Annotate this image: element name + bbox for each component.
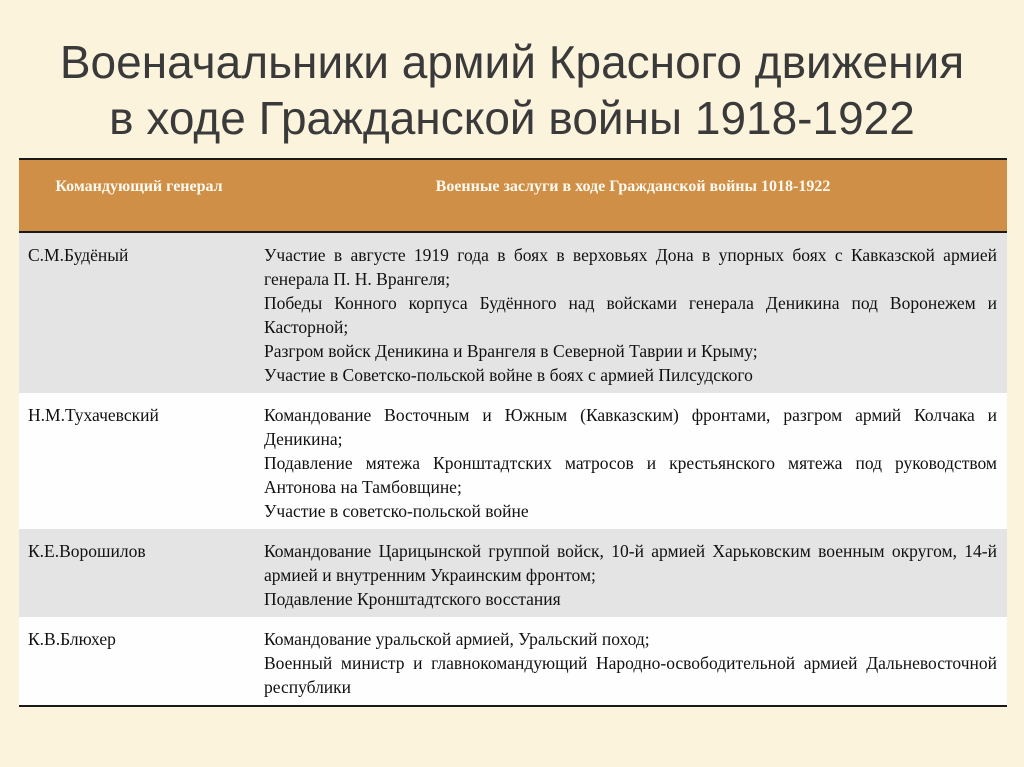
commander-name: Н.М.Тухачевский — [19, 393, 259, 529]
merit-item: Подавление мятежа Кронштадтских матросов и крестьянского мятежа под руководством Антонова на Тамбовщине; — [264, 453, 997, 497]
slide-title — [0, 34, 1024, 146]
commander-name: С.М.Будёный — [19, 232, 259, 393]
commander-merits — [259, 529, 1007, 617]
header-merits: Военные заслуги в ходе Гражданской войны 1018-1922 — [259, 159, 1007, 232]
merit-item: Победы Конного корпуса Будённого над войсками генерала Деникина под Воронежем и Касторной; — [264, 293, 997, 337]
merit-item: Командование Царицынской группой войск, 10-й армией Харьковским военным округом, 14-й армией и внутренним Украинским фронтом; — [264, 541, 997, 585]
merit-item: Участие в советско-польской войне — [264, 501, 529, 521]
table-row — [19, 529, 1007, 617]
table-header-row — [19, 159, 1007, 232]
table-row — [19, 617, 1007, 705]
table-row — [19, 232, 1007, 393]
commander-merits — [259, 393, 1007, 529]
commander-merits — [259, 617, 1007, 705]
header-commander: Командующий генерал — [19, 159, 259, 232]
merit-item: Подавление Кронштадтского восстания — [264, 589, 561, 609]
merit-item: Участие в августе 1919 года в боях в верховьях Дона в упорных боях с Кавказской армией генерала П. Н. Врангеля; — [264, 245, 997, 289]
merit-item: Разгром войск Деникина и Врангеля в Северной Таврии и Крыму; — [264, 341, 758, 361]
merit-item: Военный министр и главнокомандующий Народно-освободительной армией Дальневосточной республики — [264, 653, 997, 697]
merit-item: Участие в Советско-польской войне в боях с армией Пилсудского — [264, 365, 753, 385]
slide-title-line-1: Военачальники армий Красного движения — [59, 36, 965, 88]
slide-title-line-2: в ходе Гражданской войны 1918-1922 — [109, 92, 915, 144]
commander-name: К.В.Блюхер — [19, 617, 259, 705]
commanders-table — [19, 158, 1007, 707]
merit-item: Командование уральской армией, Уральский поход; — [264, 629, 650, 649]
merit-item: Командование Восточным и Южным (Кавказским) фронтами, разгром армий Колчака и Деникина; — [264, 405, 997, 449]
commander-name: К.Е.Ворошилов — [19, 529, 259, 617]
commander-merits — [259, 232, 1007, 393]
table-row — [19, 393, 1007, 529]
